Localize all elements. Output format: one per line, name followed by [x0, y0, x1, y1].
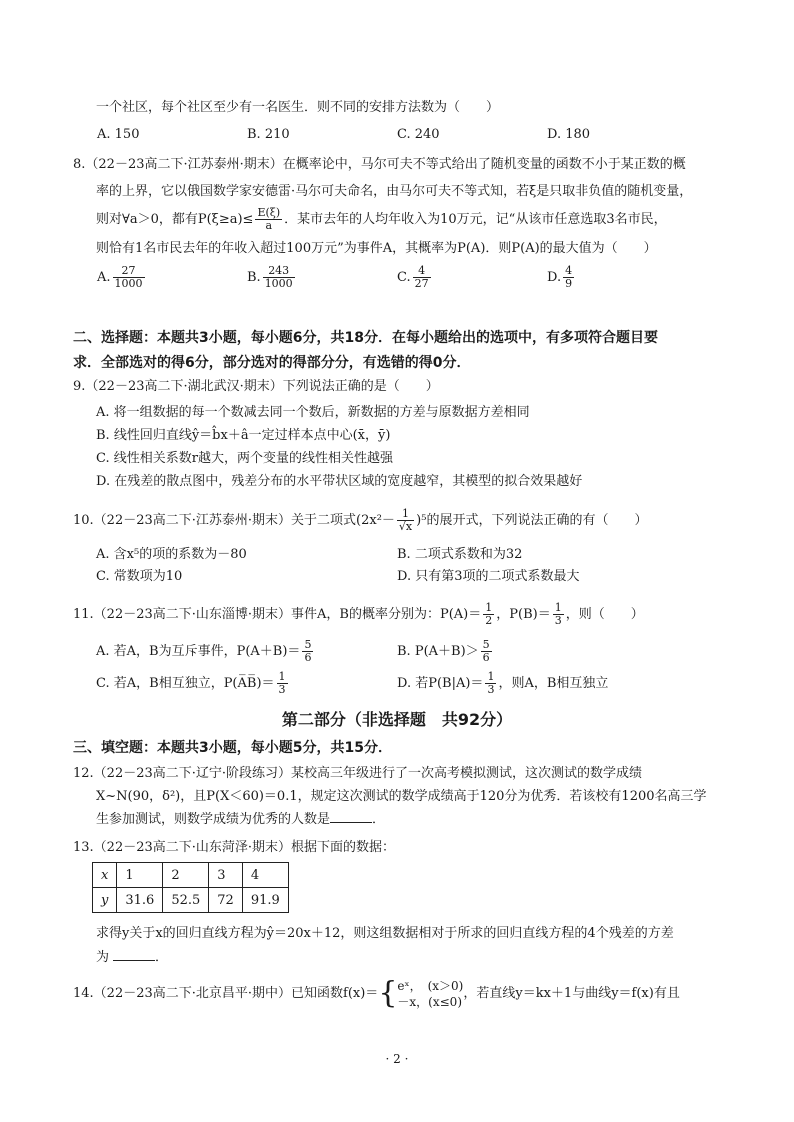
section-3-title: 三、填空题：本题共3小题，每小题5分，共15分． [73, 740, 392, 756]
q12-line-3: 生参加测试，则数学成绩为优秀的人数是 ． [96, 812, 386, 827]
q13-answer-blank[interactable] [113, 960, 155, 961]
q14-stem: 14.（22－23高二下·北京昌平·期中）已知函数f(x)＝{ eˣ， (x＞0) －x，(x≤0) ，若直线y＝kx＋1与曲线y＝f(x)有且 [73, 975, 680, 1011]
q11-option-b: B. P(A＋B)＞ $\frac{5}{6}$ [397, 638, 490, 664]
q7-stem-tail: 一个社区，每个社区至少有一名医生．则不同的安排方法数为（ ） [96, 100, 500, 115]
q9-option-c: C. 线性相关系数r越大，两个变量的线性相关性越强 [96, 451, 393, 466]
q9-option-a: A. 将一组数据的每一个数减去同一个数后，新数据的方差与原数据方差相同 [96, 405, 530, 420]
q8-markov-fraction: $\frac{E(\xi)}{a}$ [257, 206, 281, 232]
q8-line-2: 率的上界，它以俄国数学家安德雷·马尔可夫命名，由马尔可夫不等式知，若ξ是只取非负值的随机变量， [96, 184, 693, 199]
q13-line-after-2: 为 ． [96, 950, 169, 965]
part-2-title: 第二部分（非选择题 共92分） [281, 710, 513, 729]
q12-line-1: 12.（22－23高二下·辽宁·阶段练习）某校高三年级进行了一次高考模拟测试，这次测试的数学成绩 [73, 766, 643, 781]
q11-option-d: D. 若P(B|A)＝ $\frac{1}{3}$ ，则A，B相互独立 [397, 670, 609, 696]
section-2-title-line-1: 二、选择题：本题共3小题，每小题6分，共18分．在每小题给出的选项中，有多项符合题目要 [73, 330, 658, 346]
q10-binomial-expression: (2x²－ $\frac{1}{√x}$ )⁵ [356, 507, 427, 533]
q9-option-b: B. 线性回归直线ŷ＝b̂x＋â一定过样本点中心(x̄，ȳ) [96, 428, 391, 443]
table-cell: 3 [209, 863, 243, 888]
q8-option-d: D. $\frac{4}{9}$ [547, 264, 573, 290]
q8-line-3: 则对∀a＞0，都有P(ξ≥a)≤ $\frac{E(\xi)}{a}$ ．某市去年的人均年收入为10万元，记“从该市任意选取3名市民， [96, 206, 667, 232]
q7-option-d: D. 180 [547, 127, 591, 142]
q7-option-c: C. 240 [397, 127, 440, 142]
q10-option-c: C. 常数项为10 [96, 569, 183, 584]
piecewise-cases: eˣ， (x＞0) －x，(x≤0) [397, 978, 464, 1009]
q12-line-2: X~N(90，δ²)，且P(X＜60)＝0.1，规定这次测试的数学成绩高于120分为优秀．若该校有1200名高三学 [96, 789, 707, 804]
page-number: · 2 · [385, 1052, 409, 1066]
q8-option-a: A. $\frac{27}{1000}$ [97, 264, 143, 290]
q11-option-c: C. 若A，B相互独立，P(A̅B̅)＝ $\frac{1}{3}$ [96, 670, 286, 696]
q9-stem: 9.（22－23高二下·湖北武汉·期末）下列说法正确的是（ ） [73, 379, 439, 394]
q8-option-c: C. $\frac{4}{27}$ [397, 264, 429, 290]
q7-option-b: B. 210 [247, 127, 290, 142]
q13-line-after-1: 求得y关于x的回归直线方程为ŷ＝20x＋12，则这组数据相对于所求的回归直线方程的4个残差的方差 [96, 926, 674, 941]
q12-answer-blank[interactable] [330, 822, 372, 823]
q10-stem: 10.（22－23高二下·江苏泰州·期末）关于二项式(2x²－ $\frac{1}{√x}$ )⁵的展开式，下列说法正确的有（ ） [73, 507, 648, 533]
q8-line-4: 则恰有1名市民去年的年收入超过100万元”为事件A，其概率为P(A)．则P(A)的最大值为（ ） [96, 241, 657, 256]
table-header-y: y [93, 888, 117, 913]
table-cell: 31.6 [117, 888, 163, 913]
section-2-title-line-2: 求．全部选对的得6分，部分选对的得部分分，有选错的得0分． [73, 355, 471, 371]
q11-option-a: A. 若A，B为互斥事件，P(A＋B)＝ $\frac{5}{6}$ [96, 638, 312, 664]
table-cell: 2 [163, 863, 209, 888]
piecewise-brace: { [378, 975, 398, 1011]
q7-option-a: A. 150 [97, 127, 140, 142]
q8-option-b: B. $\frac{243}{1000}$ [247, 264, 293, 290]
q9-option-d: D. 在残差的散点图中，残差分布的水平带状区域的宽度越窄，其模型的拟合效果越好 [96, 474, 583, 489]
table-cell: 1 [117, 863, 163, 888]
q13-stem: 13.（22－23高二下·山东菏泽·期末）根据下面的数据： [73, 840, 396, 855]
q10-option-b: B. 二项式系数和为32 [397, 547, 523, 562]
q8-line-1: 8.（22－23高二下·江苏泰州·期末）在概率论中，马尔可夫不等式给出了随机变量的函数不小于某正数的概 [73, 157, 686, 172]
table-row-x [93, 863, 289, 888]
table-cell: 4 [242, 863, 288, 888]
table-cell: 52.5 [163, 888, 209, 913]
table-cell: 72 [209, 888, 243, 913]
table-header-x: x [93, 863, 117, 888]
q11-stem: 11.（22－23高二下·山东淄博·期末）事件A，B的概率分别为：P(A)＝ $\frac{1}{2}$ ，P(B)＝ $\frac{1}{3}$ ，则（ ） [73, 601, 644, 627]
table-row-y [93, 888, 289, 913]
q10-option-d: D. 只有第3项的二项式系数最大 [397, 569, 580, 584]
table-cell: 91.9 [242, 888, 288, 913]
q13-data-table [92, 862, 289, 913]
q10-option-a: A. 含x⁵的项的系数为－80 [96, 547, 247, 562]
